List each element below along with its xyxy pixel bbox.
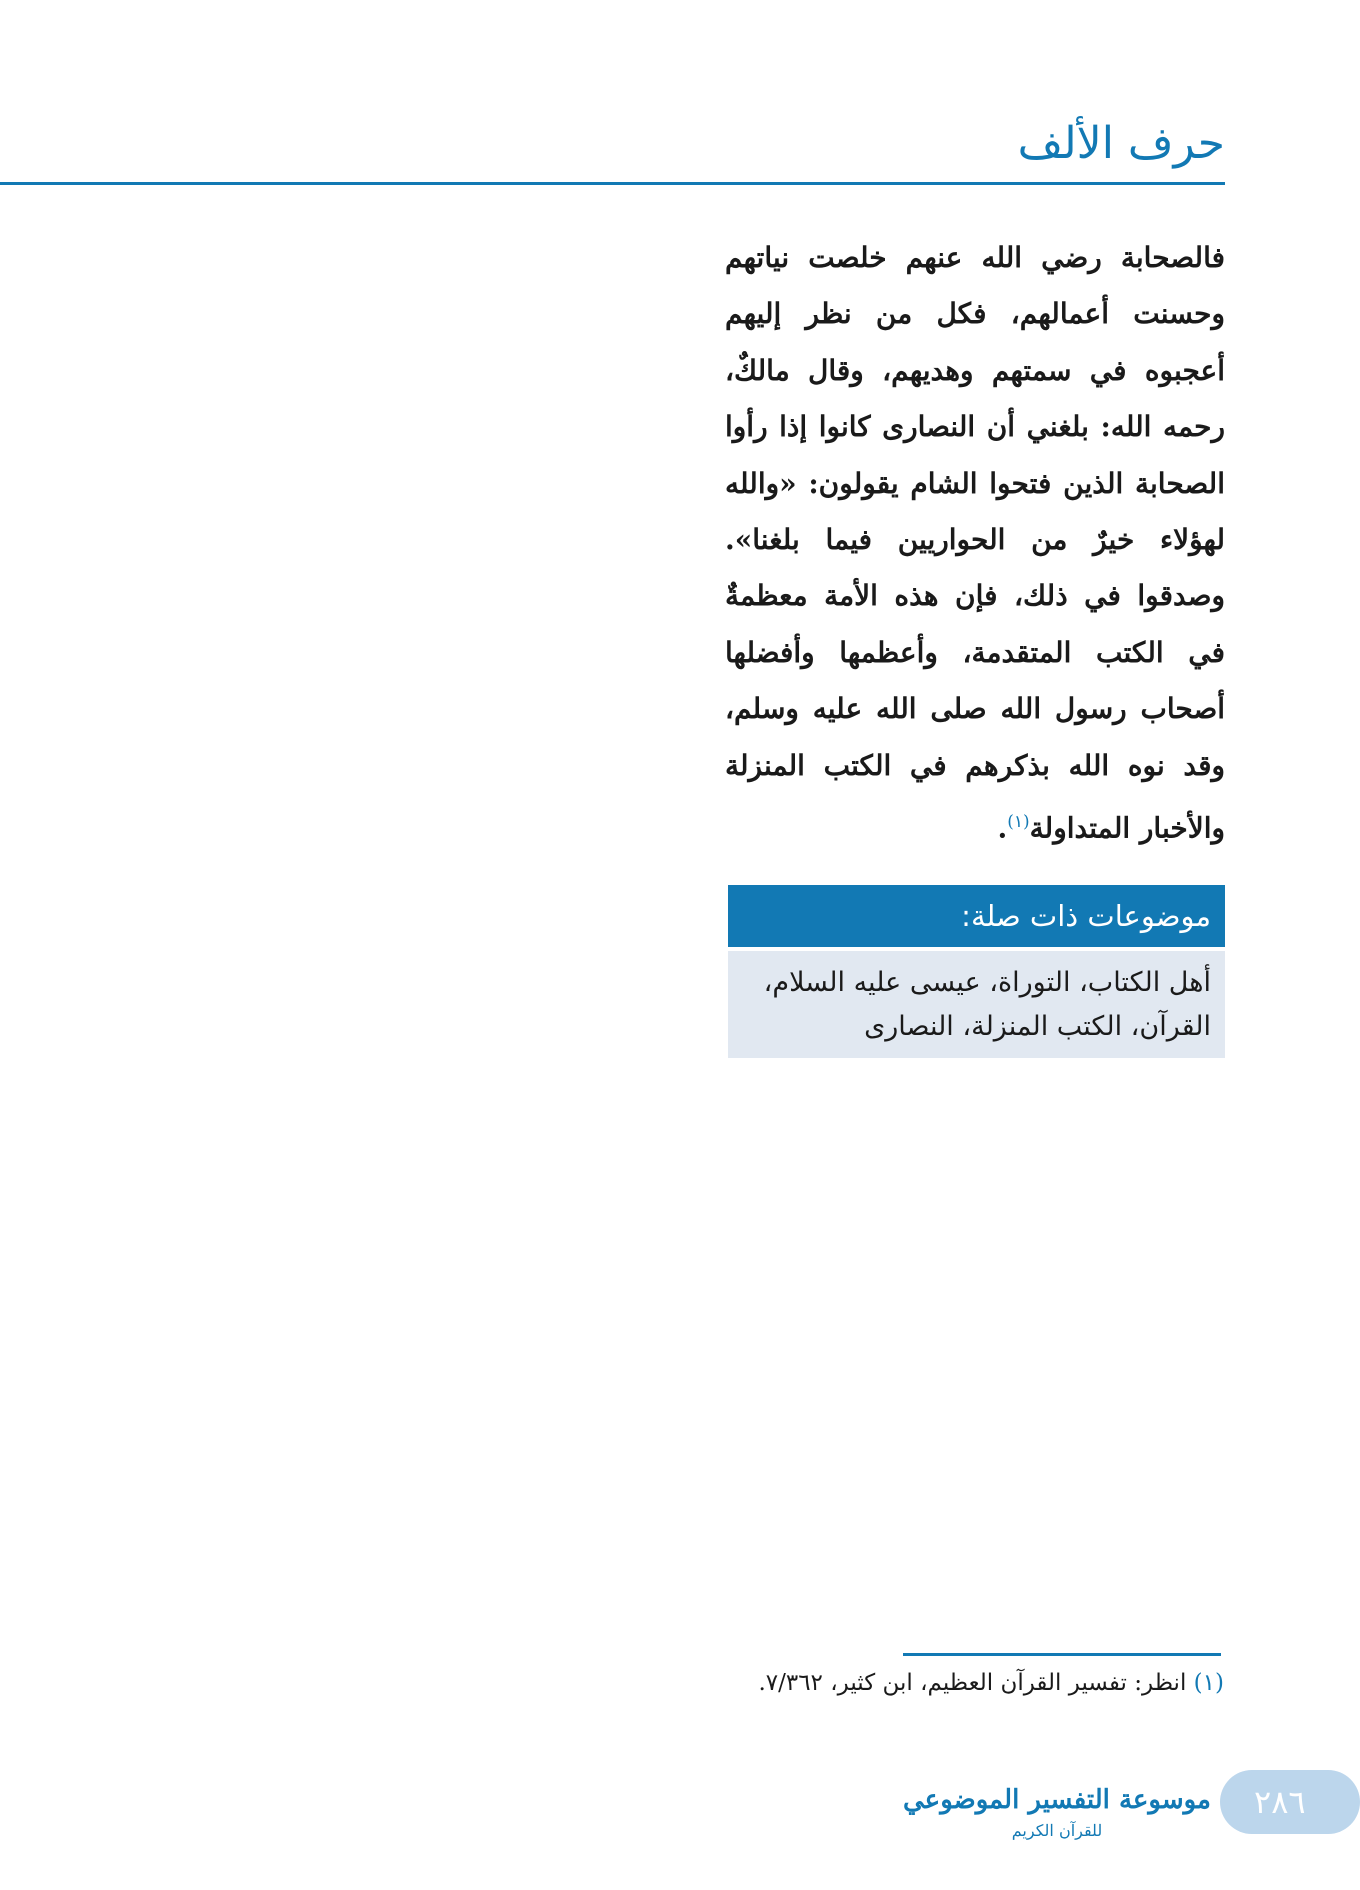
- header-divider: [0, 182, 1225, 185]
- related-topics-list: أهل الكتاب، التوراة، عيسى عليه السلام، القرآن، الكتب المنزلة، النصارى: [728, 951, 1225, 1058]
- footnote-number: (١): [1193, 1670, 1224, 1696]
- footnote-reference[interactable]: (١): [1007, 812, 1030, 833]
- logo-title: موسوعة التفسير الموضوعي: [903, 1785, 1211, 1815]
- main-paragraph: [725, 230, 1225, 857]
- paragraph-text: فالصحابة رضي الله عنهم خلصت نياتهم وحسنت أعمالهم، فكل من نظر إليهم أعجبوه في سمتهم وهديهم، وقال مالكٌ، رحمه الله: بلغني أن النصارى كانوا إذا رأوا الصحابة الذين فتحوا الشام يقولون: «والله لهؤلاء خيرٌ من الحواريين فيما بلغنا». وصدقوا في ذلك، فإن هذه الأمة معظمةٌ في الكتب المتقدمة، وأعظمها وأفضلها أصحاب رسول الله صلى الله عليه وسلم، وقد نوه الله بذكرهم في الكتب المنزلة والأخبار المتداولة: [725, 241, 1225, 845]
- footnote-text: انظر: تفسير القرآن العظيم، ابن كثير، ٧/٣٦٢.: [758, 1670, 1187, 1696]
- page-number: ٢٨٦: [1254, 1783, 1306, 1821]
- page-number-badge: [1220, 1770, 1360, 1834]
- footnote: [724, 1664, 1224, 1702]
- chapter-title: حرف الألف: [1017, 118, 1225, 169]
- encyclopedia-logo: [903, 1768, 1211, 1848]
- related-topics-heading: موضوعات ذات صلة:: [728, 885, 1225, 947]
- footnote-divider: [903, 1653, 1221, 1656]
- logo-subtitle: للقرآن الكريم: [1011, 1821, 1103, 1840]
- paragraph-end: .: [997, 811, 1008, 845]
